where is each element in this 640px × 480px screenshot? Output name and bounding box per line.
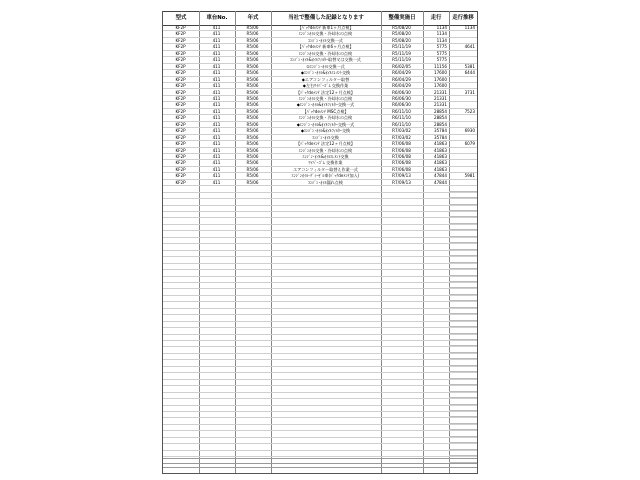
cell-model: KF2P: [175, 166, 186, 172]
cell-year: R5/06: [246, 83, 259, 89]
cell-model: KF2P: [175, 154, 186, 159]
cell-chassis-no: 411: [212, 154, 221, 159]
cell-work-description: 【ﾊﾟｯｸdeﾒﾝﾃ 法定12ヶ月点検】: [296, 141, 355, 147]
cell-year: R5/06: [246, 147, 259, 153]
cell-chassis-no: 411: [212, 31, 221, 37]
cell-mileage: 41863: [433, 160, 447, 166]
cell-mileage-delta: [450, 38, 475, 44]
cell-mileage: 5775: [436, 57, 447, 63]
cell-chassis-no: 411: [212, 166, 221, 172]
cell-mileage: 1134: [436, 37, 447, 43]
empty-cell: [449, 406, 477, 411]
empty-cell: [449, 302, 477, 307]
cell-work-description: ｴﾝｼﾞﾝ･ｵｲﾙ交換: [312, 134, 339, 140]
cell-model: KF2P: [175, 147, 186, 153]
empty-cell: [449, 328, 477, 333]
cell-model: KF2P: [175, 89, 186, 95]
cell-year: R5/06: [246, 57, 259, 63]
cell-mileage-delta: [450, 51, 475, 57]
cell-year: R5/06: [246, 44, 259, 50]
cell-work-description: ｴﾝｼﾞﾝ･ｵｲﾙ交換一式: [308, 37, 343, 43]
cell-chassis-no: 411: [212, 89, 221, 95]
cell-work-description: ◆ｴﾝｼﾞﾝ･ｵｲﾙ&ｵｲﾙﾌｨﾙﾀｰ交換一式: [296, 102, 355, 108]
cell-year: R5/06: [246, 121, 259, 127]
cell-year: R5/06: [246, 89, 259, 95]
header-mileage-delta: 走行推移: [452, 15, 474, 21]
cell-year: R5/06: [246, 128, 259, 134]
cell-chassis-no: 411: [212, 44, 221, 50]
cell-chassis-no: 411: [212, 108, 221, 114]
maintenance-record-sheet: [162, 11, 478, 474]
cell-mileage-delta: 7523: [464, 108, 475, 114]
cell-model: KF2P: [175, 134, 186, 140]
empty-cell: [449, 225, 477, 230]
cell-service-date: R7/03/02: [392, 134, 411, 140]
empty-cell: [449, 335, 477, 340]
empty-cell: [449, 386, 477, 391]
cell-year: R5/06: [246, 173, 259, 179]
empty-cell: [449, 341, 477, 346]
empty-cell: [449, 438, 477, 443]
cell-service-date: R5/08/20: [392, 37, 411, 43]
cell-year: R5/06: [246, 179, 259, 185]
empty-cell: [449, 322, 477, 327]
cell-mileage-delta: 5381: [464, 63, 475, 69]
cell-model: KF2P: [175, 128, 186, 134]
cell-service-date: R6/11/10: [392, 108, 411, 114]
cell-chassis-no: 411: [212, 25, 221, 30]
cell-year: R5/06: [246, 154, 259, 159]
cell-work-description: ﾜｲﾊﾟｰｺﾞﾑ 交換作業: [308, 160, 343, 166]
cell-mileage-delta: [450, 135, 475, 141]
cell-work-description: ◆ｴﾝｼﾞﾝ･ｵｲﾙ&ｵｲﾙﾌｨﾙﾀｰ交換一式: [296, 121, 355, 127]
cell-mileage-delta: [450, 96, 475, 102]
header-work-description: 当社で整備した記録となります: [288, 15, 364, 21]
cell-service-date: R6/06/30: [392, 89, 411, 95]
cell-chassis-no: 411: [212, 83, 221, 89]
cell-work-description: ｴﾝｼﾞﾝｵｲﾙ交換・冷却水の点検: [298, 147, 353, 153]
cell-model: KF2P: [175, 160, 186, 166]
cell-mileage-delta: 6079: [464, 141, 475, 147]
cell-chassis-no: 411: [212, 37, 221, 43]
empty-cell: [449, 212, 477, 217]
empty-cell: [449, 193, 477, 198]
cell-model: KF2P: [175, 173, 186, 179]
cell-mileage: 47844: [433, 179, 447, 185]
cell-model: KF2P: [175, 121, 186, 127]
cell-year: R5/06: [246, 63, 259, 69]
cell-mileage: 1134: [436, 25, 447, 30]
cell-model: KF2P: [175, 102, 186, 108]
cell-mileage: 1134: [436, 31, 447, 37]
cell-work-description: ｴﾝｼﾞﾝ･ｵｲﾙ&ｵｲﾙﾌｨﾙﾀｰ取替又は交換一式: [290, 57, 361, 63]
cell-service-date: R5/08/20: [392, 25, 411, 30]
cell-service-date: R6/11/10: [392, 115, 411, 121]
cell-chassis-no: 411: [212, 76, 221, 82]
cell-model: KF2P: [175, 179, 186, 185]
table-header: [163, 11, 477, 26]
cell-mileage: 41863: [433, 141, 447, 147]
cell-mileage-delta: 3731: [464, 89, 475, 95]
header-chassis-no: 車台No.: [206, 15, 228, 21]
cell-service-date: R5/11/19: [392, 44, 411, 50]
cell-chassis-no: 411: [212, 102, 221, 108]
footer-rule: [163, 463, 477, 464]
empty-cell: [449, 348, 477, 353]
cell-mileage: 5775: [436, 50, 447, 56]
cell-model: KF2P: [175, 115, 186, 121]
cell-work-description: 【ﾊﾟｯｸdeﾒﾝﾃ 新車1ヶ月点検】: [297, 25, 354, 30]
empty-cell: [449, 425, 477, 430]
cell-work-description: 【ﾊﾟｯｸdeﾒﾝﾃ 新車6ヶ月点検】: [297, 44, 354, 50]
cell-chassis-no: 411: [212, 95, 221, 101]
empty-cell: [449, 309, 477, 314]
cell-chassis-no: 411: [212, 63, 221, 69]
cell-mileage: 21331: [433, 89, 447, 95]
empty-cell: [449, 199, 477, 204]
cell-work-description: 【ﾊﾟｯｸdeﾒﾝﾃ MSC点検】: [302, 108, 349, 114]
cell-year: R5/06: [246, 70, 259, 76]
cell-chassis-no: 411: [212, 121, 221, 127]
cell-mileage: 28854: [433, 115, 447, 121]
cell-work-description: ◆ｴﾝｼﾞﾝ･ｵｲﾙ&ｵｲﾙﾌｨﾙﾀｰ交換: [300, 128, 351, 134]
cell-chassis-no: 411: [212, 147, 221, 153]
cell-year: R5/06: [246, 115, 259, 121]
cell-chassis-no: 411: [212, 128, 221, 134]
cell-chassis-no: 411: [212, 50, 221, 56]
cell-service-date: R5/11/19: [392, 57, 411, 63]
cell-service-date: R5/11/19: [392, 50, 411, 56]
cell-year: R5/06: [246, 134, 259, 140]
empty-cell: [449, 219, 477, 224]
cell-service-date: R7/06/08: [392, 147, 411, 153]
empty-cell: [449, 393, 477, 398]
cell-mileage-delta: [450, 57, 475, 63]
cell-year: R5/06: [246, 108, 259, 114]
header-service-date: 整備実施日: [388, 15, 416, 21]
cell-work-description: 【ﾊﾟｯｸdeﾒﾝﾃ 法定12ヶ月点検】: [296, 89, 355, 95]
empty-cell: [449, 451, 477, 456]
cell-chassis-no: 411: [212, 160, 221, 166]
cell-mileage: 17600: [433, 76, 447, 82]
cell-year: R5/06: [246, 31, 259, 37]
cell-mileage: 5775: [436, 44, 447, 50]
cell-mileage-delta: 4641: [464, 44, 475, 50]
cell-model: KF2P: [175, 76, 186, 82]
cell-model: KF2P: [175, 95, 186, 101]
empty-cell: [449, 231, 477, 236]
cell-year: R5/06: [246, 141, 259, 147]
cell-chassis-no: 411: [212, 115, 221, 121]
cell-model: KF2P: [175, 50, 186, 56]
cell-model: KF2P: [175, 63, 186, 69]
cell-service-date: R7/06/08: [392, 160, 411, 166]
cell-mileage-delta: 1134: [464, 25, 475, 30]
cell-chassis-no: 411: [212, 70, 221, 76]
cell-year: R5/06: [246, 37, 259, 43]
cell-mileage-delta: [450, 77, 475, 83]
empty-cell: [449, 360, 477, 365]
cell-work-description: エアコンフィルター取替え作業一式: [293, 166, 358, 172]
empty-cell: [449, 431, 477, 436]
empty-cell: [449, 186, 477, 191]
empty-cell: [449, 399, 477, 404]
empty-cell: [449, 289, 477, 294]
cell-mileage-delta: [450, 115, 475, 121]
cell-mileage-delta: 6444: [464, 70, 475, 76]
cell-mileage: 21331: [433, 95, 447, 101]
cell-service-date: R7/03/02: [392, 128, 411, 134]
cell-work-description: ｴﾝｼﾞﾝ･ｵｲﾙ&ｵｲﾙｴﾚﾒﾝﾄ交換: [302, 154, 349, 159]
cell-year: R5/06: [246, 95, 259, 101]
cell-service-date: R6/11/10: [392, 121, 411, 127]
cell-mileage-delta: [450, 83, 475, 89]
cell-service-date: R5/08/20: [392, 31, 411, 37]
cell-service-date: R7/06/08: [392, 154, 411, 159]
cell-chassis-no: 411: [212, 173, 221, 179]
header-model: 型式: [175, 15, 187, 21]
cell-year: R5/06: [246, 25, 259, 30]
cell-model: KF2P: [175, 57, 186, 63]
cell-service-date: R7/09/13: [392, 173, 411, 179]
empty-cell: [449, 244, 477, 249]
cell-mileage-delta: [450, 102, 475, 108]
cell-year: R5/06: [246, 166, 259, 172]
cell-year: R5/06: [246, 160, 259, 166]
empty-cell: [449, 380, 477, 385]
empty-cell: [449, 354, 477, 359]
cell-service-date: R6/04/29: [392, 83, 411, 89]
empty-cell: [449, 206, 477, 211]
cell-mileage-delta: [450, 154, 475, 160]
cell-mileage: 28854: [433, 121, 447, 127]
cell-service-date: R7/06/08: [392, 166, 411, 172]
cell-model: KF2P: [175, 83, 186, 89]
cell-mileage-delta: [450, 167, 475, 173]
empty-cell: [449, 412, 477, 417]
cell-mileage-delta: 5981: [464, 173, 475, 179]
cell-mileage-delta: 6930: [464, 128, 475, 134]
cell-model: KF2P: [175, 108, 186, 114]
empty-cell: [449, 418, 477, 423]
cell-work-description: ◆左右ﾜｲﾊﾟｰｺﾞﾑ 交換作業: [302, 83, 349, 89]
cell-year: R5/06: [246, 102, 259, 108]
empty-cell: [449, 296, 477, 301]
empty-cell: [449, 283, 477, 288]
cell-service-date: R6/04/29: [392, 76, 411, 82]
cell-mileage-delta: [450, 148, 475, 154]
cell-model: KF2P: [175, 31, 186, 37]
cell-service-date: R7/06/08: [392, 141, 411, 147]
cell-mileage: 41863: [433, 147, 447, 153]
cell-work-description: ｴﾝｼﾞﾝｵｲﾙ交換・冷却水の点検: [298, 50, 353, 56]
empty-cell: [449, 277, 477, 282]
cell-mileage-delta: [450, 160, 475, 166]
footer-rule: [163, 467, 477, 468]
cell-year: R5/06: [246, 76, 259, 82]
cell-work-description: ｴﾝｼﾞﾝｵｲﾙ交換・冷却水の点検: [298, 31, 353, 37]
footer-rule: [163, 458, 477, 459]
cell-mileage: 41863: [433, 166, 447, 172]
header-year: 年式: [247, 15, 259, 21]
cell-mileage: 47844: [433, 173, 447, 179]
cell-service-date: R7/09/13: [392, 179, 411, 185]
empty-cell: [449, 270, 477, 275]
cell-mileage: 35784: [433, 134, 447, 140]
empty-cell: [449, 257, 477, 262]
empty-cell: [449, 315, 477, 320]
cell-chassis-no: 411: [212, 57, 221, 63]
cell-work-description: ｴﾝｼﾞﾝｵｲﾙ･ﾃﾞｨｰｾﾞﾙ車(ﾊﾟｯｸdeﾒﾝﾃ加入): [291, 173, 360, 179]
cell-service-date: R6/04/29: [392, 70, 411, 76]
cell-model: KF2P: [175, 25, 186, 30]
cell-service-date: R6/06/30: [392, 102, 411, 108]
cell-mileage-delta: [450, 122, 475, 128]
cell-work-description: ｴﾝｼﾞﾝ･ｵｲﾙ漏れ点検: [308, 179, 343, 185]
empty-cell: [449, 367, 477, 372]
cell-work-description: ｴﾝｼﾞﾝｵｲﾙ交換・冷却水の点検: [298, 115, 353, 121]
cell-mileage: 17600: [433, 83, 447, 89]
cell-work-description: ①ｴﾝｼﾞﾝ･ｵｲﾙ交換一式: [306, 63, 345, 69]
cell-mileage: 28854: [433, 108, 447, 114]
cell-mileage-delta: [450, 31, 475, 37]
cell-chassis-no: 411: [212, 134, 221, 140]
cell-chassis-no: 411: [212, 141, 221, 147]
cell-chassis-no: 411: [212, 179, 221, 185]
empty-cell: [449, 444, 477, 449]
cell-model: KF2P: [175, 37, 186, 43]
cell-model: KF2P: [175, 44, 186, 50]
cell-mileage: 17600: [433, 70, 447, 76]
cell-work-description: ◆エアコンフィルター取替: [301, 76, 350, 82]
empty-cell: [449, 238, 477, 243]
cell-mileage: 21331: [433, 102, 447, 108]
cell-mileage-delta: [450, 180, 475, 186]
cell-service-date: R6/06/30: [392, 95, 411, 101]
empty-cell: [449, 251, 477, 256]
empty-cell: [449, 264, 477, 269]
cell-year: R5/06: [246, 50, 259, 56]
cell-service-date: R6/02/05: [392, 63, 411, 69]
cell-work-description: ｴﾝｼﾞﾝｵｲﾙ交換・冷却水の点検: [298, 95, 353, 101]
empty-cell: [449, 373, 477, 378]
cell-mileage: 41863: [433, 154, 447, 159]
cell-model: KF2P: [175, 141, 186, 147]
cell-mileage: 35784: [433, 128, 447, 134]
cell-work-description: ◆ｴﾝｼﾞﾝ･ｵｲﾙ&ｵｲﾙｴﾚﾒﾝﾄ交換: [300, 70, 351, 76]
header-mileage: 走行: [430, 15, 442, 21]
cell-mileage: 11156: [433, 63, 447, 69]
cell-model: KF2P: [175, 70, 186, 76]
